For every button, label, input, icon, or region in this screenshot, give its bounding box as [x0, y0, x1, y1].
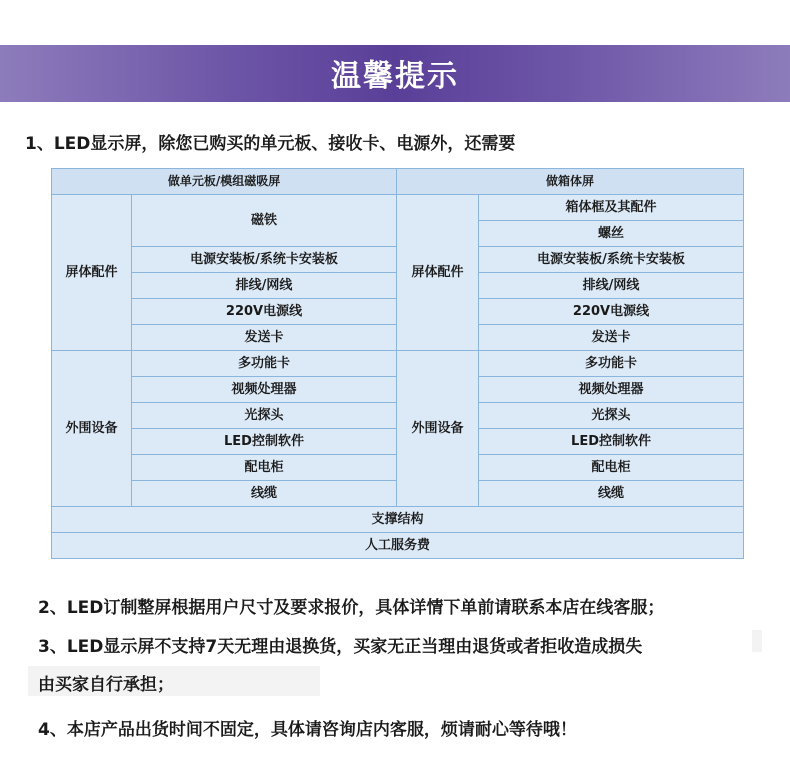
table-cell: 配电柜 — [132, 455, 397, 481]
table-cell: LED控制软件 — [479, 429, 744, 455]
table-cell: LED控制软件 — [132, 429, 397, 455]
note-item-4: 4、本店产品出货时间不固定，具体请咨询店内客服，烦请耐心等待哦！ — [38, 720, 577, 740]
table-cell: 排线/网线 — [132, 273, 397, 299]
accessories-table — [51, 168, 744, 559]
header-banner — [0, 45, 790, 102]
table-row — [52, 195, 744, 221]
table-cell: 视频处理器 — [132, 377, 397, 403]
erased-area — [752, 630, 762, 652]
table-cell: 220V电源线 — [132, 299, 397, 325]
table-cell: 箱体框及其配件 — [479, 195, 744, 221]
table-cell: 线缆 — [132, 481, 397, 507]
table-cell: 多功能卡 — [132, 351, 397, 377]
table-cell: 光探头 — [479, 403, 744, 429]
table-cell: 发送卡 — [479, 325, 744, 351]
table-cell: 电源安装板/系统卡安装板 — [479, 247, 744, 273]
table-cell: 视频处理器 — [479, 377, 744, 403]
group-label-peripherals-right: 外围设备 — [397, 351, 479, 507]
header-unit-board: 做单元板/模组磁吸屏 — [52, 169, 397, 195]
group-label-peripherals-left: 外围设备 — [52, 351, 132, 507]
table-cell: 220V电源线 — [479, 299, 744, 325]
header-cabinet: 做箱体屏 — [397, 169, 744, 195]
table-cell: 螺丝 — [479, 221, 744, 247]
group-label-screen-parts-right: 屏体配件 — [397, 195, 479, 351]
table-cell: 多功能卡 — [479, 351, 744, 377]
table-cell-labor-fee: 人工服务费 — [52, 533, 744, 559]
group-label-screen-parts-left: 屏体配件 — [52, 195, 132, 351]
table-cell: 配电柜 — [479, 455, 744, 481]
table-cell-support-structure: 支撑结构 — [52, 507, 744, 533]
table-row — [52, 533, 744, 559]
table-header-row — [52, 169, 744, 195]
table-cell: 光探头 — [132, 403, 397, 429]
table-row — [52, 507, 744, 533]
note-item-2: 2、LED订制整屏根据用户尺寸及要求报价，具体详情下单前请联系本店在线客服； — [38, 598, 665, 618]
note-item-3-line-1: 3、LED显示屏不支持7天无理由退换货，买家无正当理由退货或者拒收造成损失 — [38, 637, 643, 657]
table-cell: 排线/网线 — [479, 273, 744, 299]
table-cell: 电源安装板/系统卡安装板 — [132, 247, 397, 273]
note-item-3-line-2: 由买家自行承担； — [38, 675, 174, 695]
table-cell: 磁铁 — [132, 195, 397, 247]
table-cell: 发送卡 — [132, 325, 397, 351]
table-row — [52, 351, 744, 377]
note-item-1: 1、LED显示屏，除您已购买的单元板、接收卡、电源外，还需要 — [25, 134, 516, 154]
table-cell: 线缆 — [479, 481, 744, 507]
banner-title: 温馨提示 — [331, 59, 459, 94]
